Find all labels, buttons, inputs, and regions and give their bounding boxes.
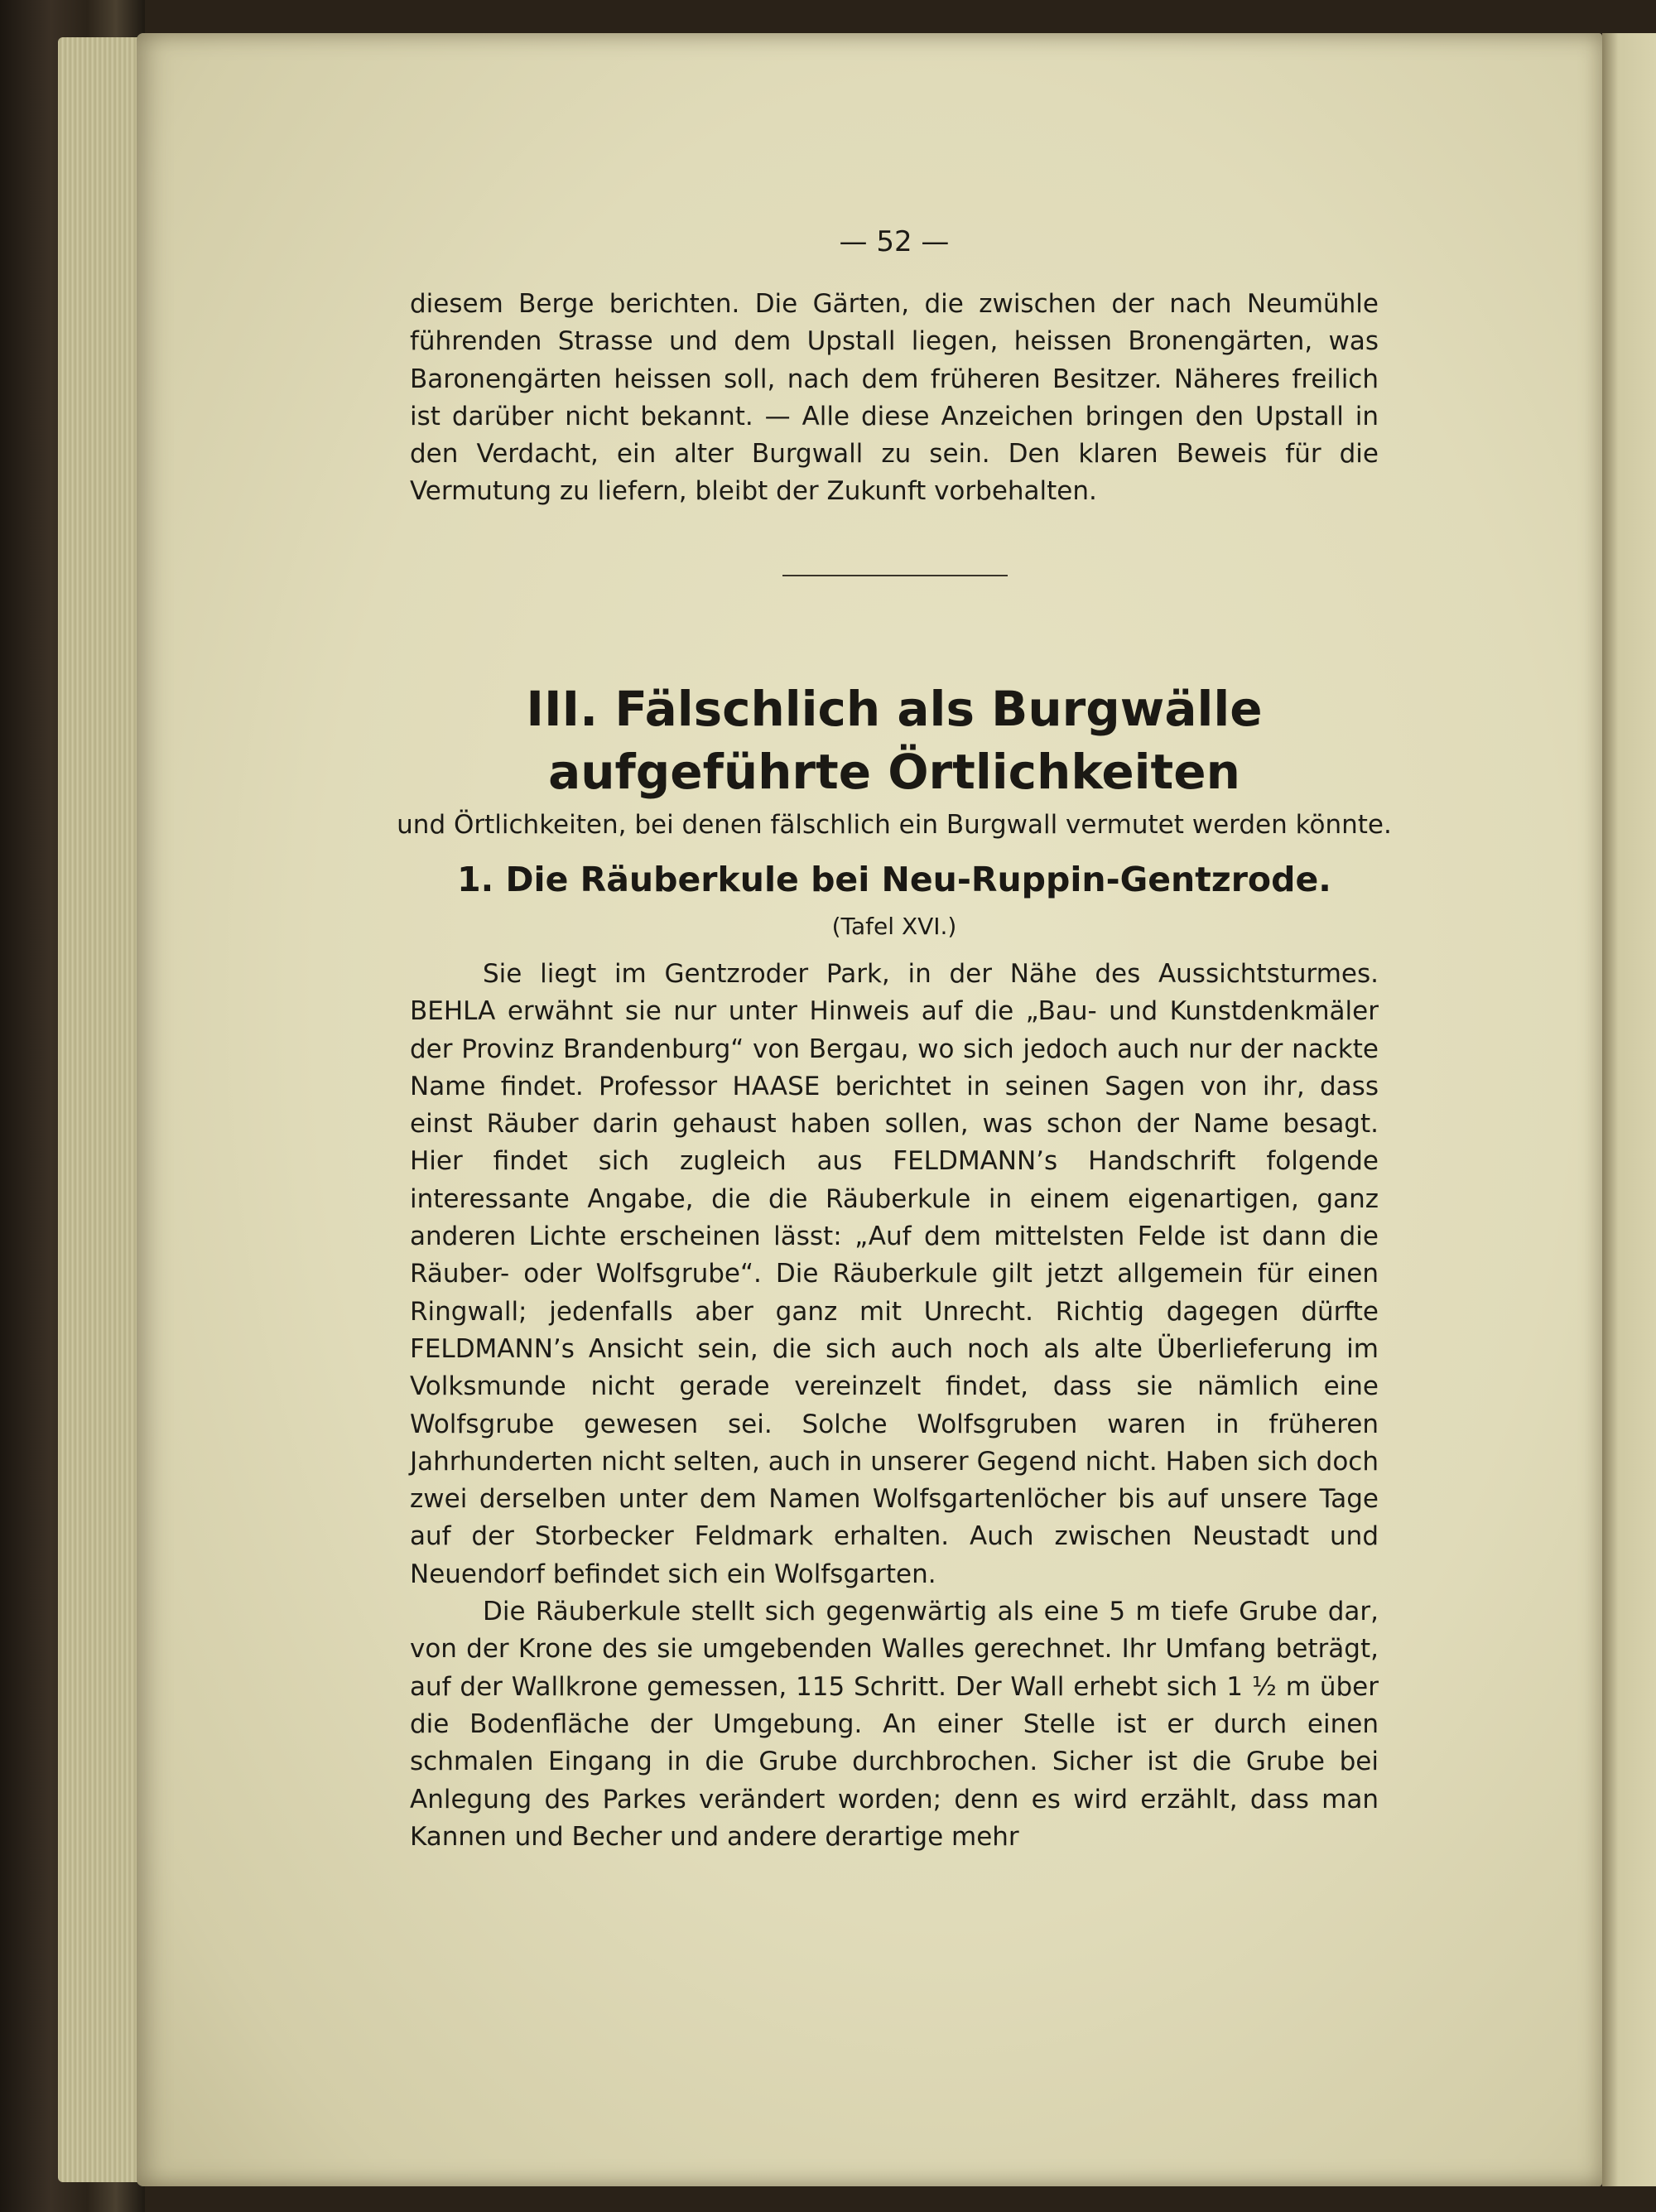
subsection-heading: 1. Die Räuberkule bei Neu-Ruppin-Gentzrode. bbox=[457, 860, 1331, 899]
section-divider bbox=[782, 575, 1008, 576]
adjacent-page-edge bbox=[1602, 33, 1656, 2186]
section-title: III. Fälschlich als Burgwälle aufgeführte Örtlichkeiten bbox=[526, 681, 1263, 800]
page-edges bbox=[58, 37, 149, 2182]
page-number: — 52 — bbox=[839, 225, 950, 258]
plate-reference: (Tafel XVI.) bbox=[831, 913, 957, 940]
body-text-block bbox=[410, 956, 1379, 1856]
body-paragraph: Sie liegt im Gentzroder Park, in der Nähe des Aussichtsturmes. BEHLA erwähnt sie nur unter Hinweis auf die „Bau- und Kunstdenkmäler der Provinz Brandenburg“ von Bergau, wo sich jedoch auch nur der nackte Name findet. Professor HAASE berichtet in seinen Sagen von ihr, dass einst Räuber darin gehaust haben sollen, was schon der Name besagt. Hier findet sich zugleich aus FELDMANN’s Handschrift folgende interessante Angabe, die die Räuberkule in einem eigenartigen, ganz anderen Lichte erscheinen lässt: „Auf dem mittelsten Felde ist dann die Räuber- oder Wolfsgrube“. Die Räuberkule gilt jetzt allgemein für einen Ringwall; jedenfalls aber ganz mit Unrecht. Richtig dagegen dürfte FELDMANN’s Ansicht sein, die sich auch noch als alte Überlieferung im Volksmunde nicht gerade vereinzelt findet, dass sie nämlich eine Wolfsgrube gewesen sei. Solche Wolfsgruben waren in früheren Jahrhunderten nicht selten, auch in unserer Gegend nicht. Haben sich doch zwei derselben unter dem Namen Wolfsgartenlöcher bis auf unsere Tage auf der Storbecker Feldmark erhalten. Auch zwischen Neustadt und Neuendorf befindet sich ein Wolfsgarten. bbox=[410, 959, 1379, 1589]
body-paragraph: Die Räuberkule stellt sich gegenwärtig als eine 5 m tiefe Grube dar, von der Krone des sie umgebenden Walles gerechnet. Ihr Umfang beträgt, auf der Wallkrone gemessen, 115 Schritt. Der Wall erhebt sich 1 ½ m über die Bodenfläche der Umgebung. An einer Stelle ist er durch einen schmalen Eingang in die Grube durchbrochen. Sicher ist die Grube bei Anlegung des Parkes verändert worden; denn es wird erzählt, dass man Kannen und Becher und andere derartige mehr bbox=[410, 1597, 1379, 1852]
top-paragraph-block bbox=[410, 286, 1379, 511]
section-subtitle: und Örtlichkeiten, bei denen fälschlich ein Burgwall vermutet werden könnte. bbox=[397, 810, 1392, 840]
top-paragraph: diesem Berge berichten. Die Gärten, die zwischen der nach Neumühle führenden Strasse und dem Upstall liegen, heissen Bronengärten, was Baronengärten heissen soll, nach dem früheren Besitzer. Näheres freilich ist darüber nicht bekannt. — Alle diese Anzeichen bringen den Upstall in den Verdacht, ein alter Burgwall zu sein. Den klaren Beweis für die Vermutung zu liefern, bleibt der Zukunft vorbehalten. bbox=[410, 289, 1379, 507]
